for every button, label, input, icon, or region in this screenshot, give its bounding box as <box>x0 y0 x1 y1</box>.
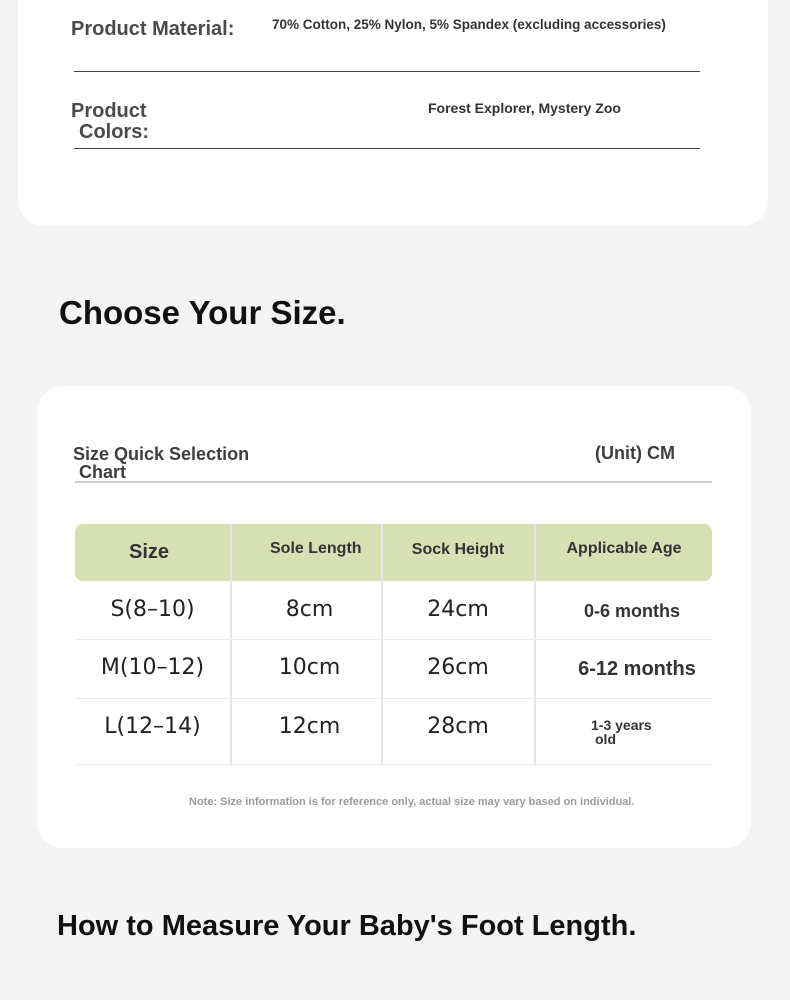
row-sole: 8cm <box>285 597 334 622</box>
choose-size-heading: Choose Your Size. <box>59 294 346 331</box>
row-age: 6-12 months <box>578 658 696 680</box>
row-divider <box>75 639 712 640</box>
colors-label-line1: Product <box>71 100 147 122</box>
row-divider <box>75 698 712 699</box>
material-divider <box>74 71 700 72</box>
header-size: Size <box>128 541 170 563</box>
row-size: M(10–12) <box>100 655 205 680</box>
header-sock-height: Sock Height <box>411 541 505 558</box>
colors-label-line2: Colors: <box>79 121 149 143</box>
header-applicable-age: Applicable Age <box>566 540 682 557</box>
row-size: S(8–10) <box>110 597 195 622</box>
row-size: L(12–14) <box>104 714 201 739</box>
row-height: 26cm <box>427 655 489 680</box>
size-note: Note: Size information is for reference only, actual size may vary based on individual. <box>189 796 635 808</box>
colors-value: Forest Explorer, Mystery Zoo <box>428 100 621 116</box>
column-divider <box>534 524 536 766</box>
colors-divider <box>74 148 700 149</box>
row-sole: 10cm <box>278 655 341 680</box>
row-age: 0-6 months <box>583 601 680 621</box>
row-height: 24cm <box>427 597 489 622</box>
row-age-line2: old <box>595 731 616 747</box>
material-label: Product Material: <box>71 18 235 40</box>
size-chart-title-line2: Chart <box>79 462 127 482</box>
row-age-line1: 1-3 years <box>591 717 652 733</box>
row-height: 28cm <box>427 714 489 739</box>
size-chart-title-line1: Size Quick Selection <box>73 444 250 464</box>
header-sole-length: Sole Length <box>270 540 362 557</box>
material-value: 70% Cotton, 25% Nylon, 5% Spandex (excluding accessories) <box>272 17 666 32</box>
size-chart-title-divider <box>75 481 712 483</box>
measure-heading: How to Measure Your Baby's Foot Length. <box>57 910 637 942</box>
row-sole: 12cm <box>278 714 341 739</box>
row-divider <box>75 764 712 765</box>
unit-label: (Unit) CM <box>595 443 675 463</box>
